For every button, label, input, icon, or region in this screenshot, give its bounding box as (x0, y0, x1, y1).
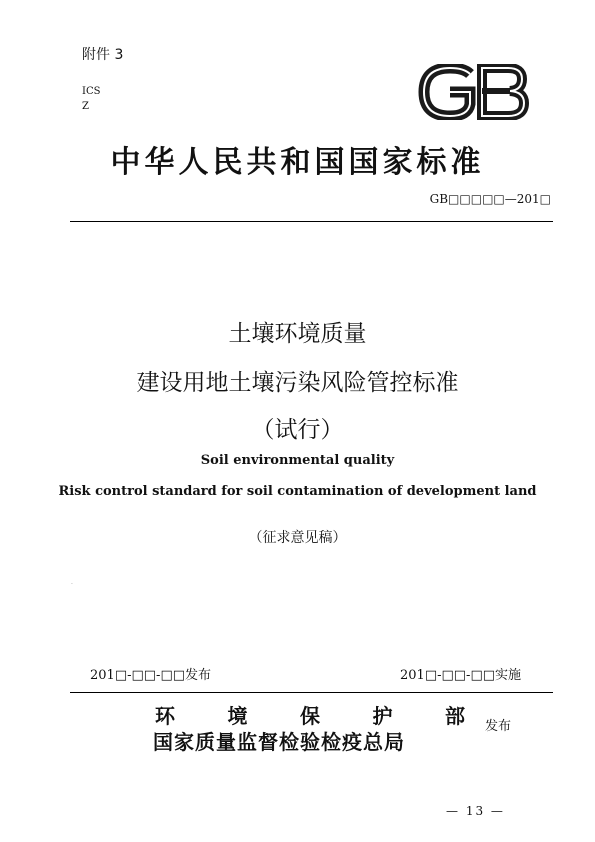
ministry-char: 境 (227, 704, 248, 728)
implementation-date: 201□-□□-□□实施 (400, 668, 522, 683)
title-en-line1: Soil environmental quality (200, 453, 395, 468)
page-number: — 13 — (446, 804, 505, 818)
title-cn-line2: 建设用地土壤污染风险管控标准 (136, 370, 459, 396)
ministry-char: 护 (372, 704, 393, 728)
top-divider (70, 221, 553, 222)
attachment-label: 附件 3 (82, 47, 124, 63)
title-cn-line3: （试行） (251, 417, 344, 443)
title-cn-line1: 土壤环境质量 (228, 321, 367, 347)
ministry-char: 保 (300, 704, 320, 728)
bottom-divider (70, 692, 553, 693)
publish-label: 发布 (485, 719, 512, 734)
ministry-name (155, 700, 465, 729)
standard-number: GB□□□□□—201□ (429, 192, 551, 206)
gb-logo-icon (418, 64, 530, 120)
stray-dot: . (71, 579, 73, 586)
issue-date: 201□-□□-□□发布 (90, 668, 212, 683)
title-en-line2: Risk control standard for soil contamination of development land (58, 484, 537, 499)
national-standard-title: 中华人民共和国国家标准 (110, 145, 485, 180)
ministry-char: 环 (155, 704, 175, 728)
z-code: Z (82, 101, 89, 112)
ministry-char: 部 (445, 704, 465, 728)
draft-note: （征求意见稿） (248, 530, 347, 546)
ics-code: ICS (82, 86, 101, 97)
aqsiq-name: 国家质量监督检验检疫总局 (153, 730, 405, 754)
